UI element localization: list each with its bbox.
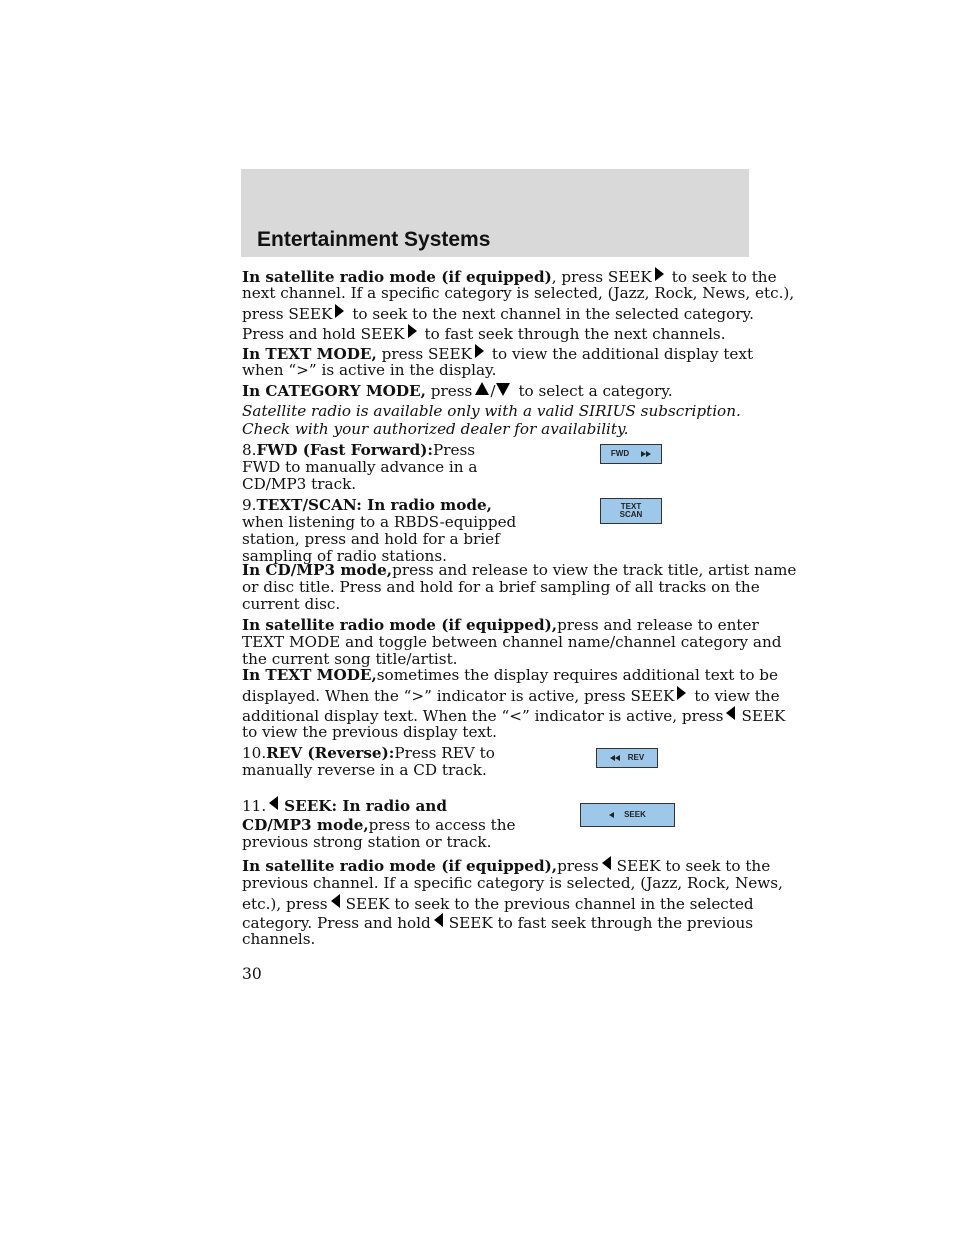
arrow-down-icon: [496, 383, 510, 396]
lead-in: CD/MP3 mode,: [242, 816, 369, 834]
text-line: when listening to a RBDS-equipped: [242, 513, 517, 531]
text: SEEK: [741, 707, 786, 725]
text-line: previous strong station or track.: [242, 833, 492, 851]
text-line: current disc.: [242, 595, 341, 613]
text: Press and hold SEEK: [242, 325, 405, 343]
text: displayed. When the “>” indicator is active, press SEEK: [242, 687, 675, 705]
text-line: sampling of radio stations.: [242, 547, 447, 565]
seek-back-icon: [726, 706, 735, 720]
text: to seek to the next channel in the selected category.: [352, 305, 754, 323]
item-number: 9.: [242, 496, 257, 514]
button-label: REV: [627, 753, 645, 762]
item-heading: FWD (Fast Forward):: [256, 441, 434, 459]
lead-in: In TEXT MODE,: [242, 666, 377, 684]
button-label: FWD: [610, 449, 630, 458]
text-line: manually reverse in a CD track.: [242, 761, 487, 779]
text-line: channels.: [242, 930, 316, 948]
text: to fast seek through the next channels.: [424, 325, 726, 343]
lead-in: In TEXT MODE,: [242, 345, 377, 363]
text-line: the current song title/artist.: [242, 650, 458, 668]
text: to seek to the: [671, 268, 777, 286]
button-label: SEEK: [624, 810, 646, 819]
note-line: Satellite radio is available only with a valid SIRIUS subscription.: [242, 402, 741, 420]
text: to view the additional display text: [491, 345, 754, 363]
text-line: [242, 617, 759, 634]
text: Press: [433, 441, 476, 459]
text-line: [242, 817, 515, 834]
text-line: [242, 324, 726, 343]
rewind-icon: [615, 755, 620, 761]
text: press to access the: [368, 816, 516, 834]
text: press SEEK: [381, 345, 472, 363]
text-line: station, press and hold for a brief: [242, 530, 500, 548]
seek-back-icon: [331, 894, 340, 908]
seek-back-icon: [609, 812, 614, 818]
item-9-title: [242, 497, 492, 514]
text-line: next channel. If a specific category is selected, (Jazz, Rock, News, etc.),: [242, 284, 795, 302]
text-line: [242, 913, 753, 932]
item-10-title: [242, 745, 495, 762]
text-line: previous channel. If a specific category is selected, (Jazz, Rock, News,: [242, 874, 783, 892]
text: etc.), press: [242, 895, 328, 913]
arrow-up-icon: [475, 382, 489, 395]
seek-forward-icon: [677, 686, 686, 700]
item-11-title: [242, 796, 447, 815]
item-heading: REV (Reverse):: [266, 744, 395, 762]
button-label: TEXT: [620, 502, 642, 511]
text: press and release to view the track title, artist name: [392, 561, 797, 579]
text: SEEK to seek to the previous channel in the selected: [345, 895, 754, 913]
text: to select a category.: [518, 382, 673, 400]
fast-forward-icon: [646, 451, 651, 457]
text-line: [242, 894, 754, 913]
item-number: 11.: [242, 797, 267, 815]
text: press and release to enter: [557, 616, 759, 634]
text: SEEK to fast seek through the previous: [448, 914, 754, 932]
seek-forward-icon: [335, 304, 344, 318]
text-line: [242, 304, 754, 323]
text: /: [490, 382, 496, 400]
item-heading: TEXT/SCAN: In radio mode,: [256, 496, 492, 514]
text-line: [242, 686, 780, 705]
text: sometimes the display requires additional text to be: [376, 666, 779, 684]
note-line: Check with your authorized dealer for availability.: [242, 420, 629, 438]
text: , press SEEK: [551, 268, 652, 286]
text: press: [557, 857, 599, 875]
text-scan-button[interactable]: [600, 498, 662, 524]
lead-in: In satellite radio mode (if equipped): [242, 268, 552, 286]
rev-button[interactable]: [596, 748, 658, 768]
seek-back-icon: [602, 856, 611, 870]
item-number: 10.: [242, 744, 267, 762]
item-heading: SEEK: In radio and: [284, 797, 447, 815]
text: SEEK to seek to the: [616, 857, 771, 875]
text: Press REV to: [394, 744, 495, 762]
text-line: TEXT MODE and toggle between channel name/channel category and: [242, 633, 782, 651]
text: press: [430, 382, 473, 400]
fwd-button[interactable]: [600, 444, 662, 464]
section-title: Entertainment Systems: [257, 228, 491, 251]
text: press SEEK: [242, 305, 333, 323]
lead-in: In satellite radio mode (if equipped),: [242, 616, 558, 634]
seek-forward-icon: [655, 267, 664, 281]
item-8-title: [242, 442, 475, 459]
seek-back-button[interactable]: [580, 803, 675, 827]
lead-in: In CD/MP3 mode,: [242, 561, 393, 579]
seek-forward-icon: [408, 324, 417, 338]
text: category. Press and hold: [242, 914, 431, 932]
page-number: 30: [242, 965, 262, 983]
seek-back-icon: [269, 796, 278, 810]
lead-in: In satellite radio mode (if equipped),: [242, 857, 558, 875]
item-number: 8.: [242, 441, 257, 459]
lead-in: In CATEGORY MODE,: [242, 382, 426, 400]
text-line: [242, 562, 796, 579]
text: additional display text. When the “<” indicator is active, press: [242, 707, 724, 725]
text-line: [242, 667, 778, 684]
text-line: CD/MP3 track.: [242, 475, 357, 493]
text: to view the: [694, 687, 780, 705]
text-line: or disc title. Press and hold for a brief sampling of all tracks on the: [242, 578, 760, 596]
seek-back-icon: [434, 913, 443, 927]
text-line: [242, 856, 770, 875]
text-line: [242, 382, 673, 400]
text-line: FWD to manually advance in a: [242, 458, 478, 476]
text-line: to view the previous display text.: [242, 723, 497, 741]
seek-forward-icon: [475, 344, 484, 358]
button-label: SCAN: [619, 510, 643, 519]
text-line: when “>” is active in the display.: [242, 361, 497, 379]
